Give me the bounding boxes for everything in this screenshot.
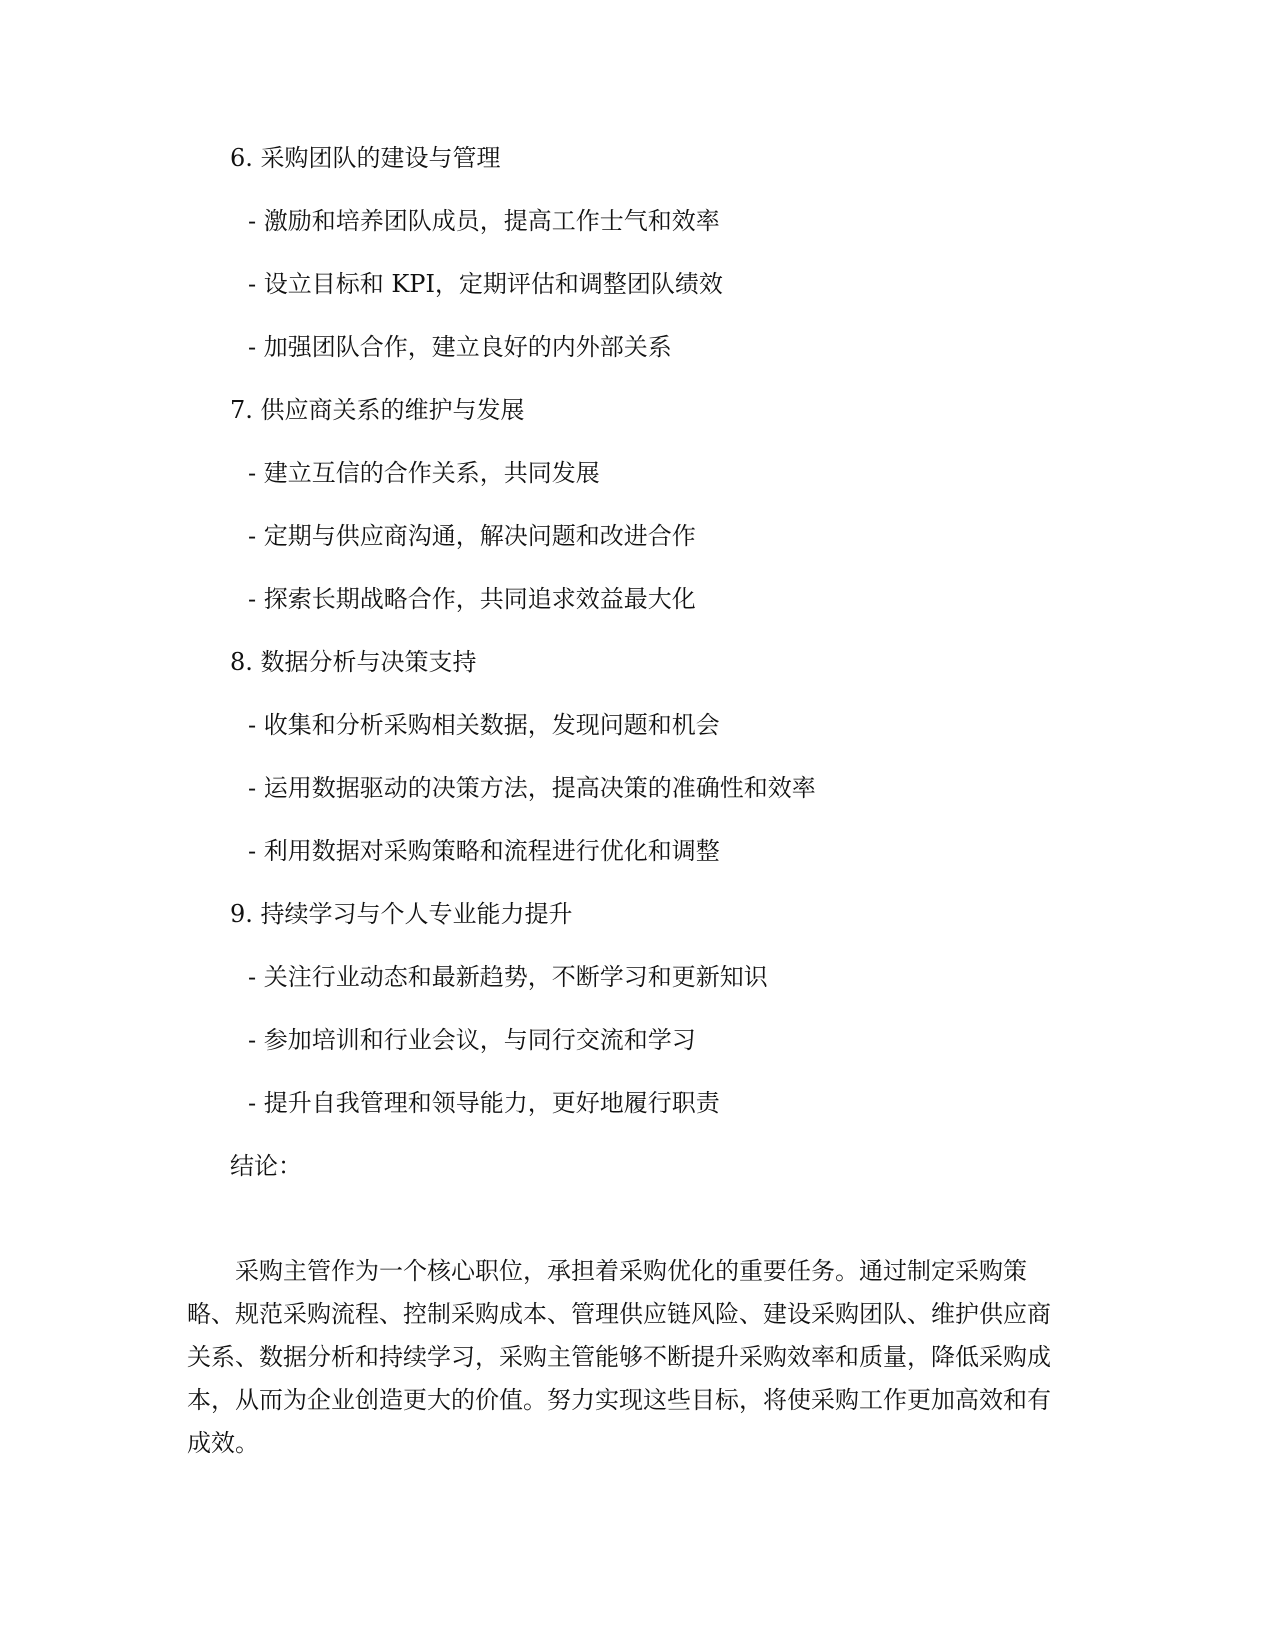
bullet-item: - 运用数据驱动的决策方法，提高决策的准确性和效率 (248, 774, 816, 802)
paragraph-line: 成效。 (187, 1429, 259, 1457)
paragraph-line: 关系、数据分析和持续学习，采购主管能够不断提升采购效率和质量，降低采购成 (187, 1343, 1051, 1371)
bullet-item: - 提升自我管理和领导能力，更好地履行职责 (248, 1089, 720, 1117)
bullet-item: - 定期与供应商沟通，解决问题和改进合作 (248, 522, 696, 550)
paragraph-line: 本，从而为企业创造更大的价值。努力实现这些目标，将使采购工作更加高效和有 (187, 1386, 1051, 1414)
bullet-item: - 关注行业动态和最新趋势，不断学习和更新知识 (248, 963, 768, 991)
section-heading: 9. 持续学习与个人专业能力提升 (230, 900, 573, 928)
bullet-item: - 激励和培养团队成员，提高工作士气和效率 (248, 207, 720, 235)
section-heading: 7. 供应商关系的维护与发展 (230, 396, 525, 424)
conclusion-label: 结论： (230, 1152, 302, 1180)
bullet-item: - 加强团队合作，建立良好的内外部关系 (248, 333, 672, 361)
section-heading: 8. 数据分析与决策支持 (230, 648, 477, 676)
bullet-item: - 探索长期战略合作，共同追求效益最大化 (248, 585, 696, 613)
paragraph-line: 略、规范采购流程、控制采购成本、管理供应链风险、建设采购团队、维护供应商 (187, 1300, 1051, 1328)
bullet-item: - 收集和分析采购相关数据，发现问题和机会 (248, 711, 720, 739)
section-heading: 6. 采购团队的建设与管理 (230, 144, 501, 172)
paragraph-line: 采购主管作为一个核心职位，承担着采购优化的重要任务。通过制定采购策 (187, 1257, 1027, 1285)
conclusion-paragraph (187, 1250, 1087, 1465)
bullet-item: - 参加培训和行业会议，与同行交流和学习 (248, 1026, 696, 1054)
bullet-item: - 建立互信的合作关系，共同发展 (248, 459, 600, 487)
bullet-item: - 设立目标和 KPI，定期评估和调整团队绩效 (248, 270, 723, 298)
bullet-item: - 利用数据对采购策略和流程进行优化和调整 (248, 837, 720, 865)
